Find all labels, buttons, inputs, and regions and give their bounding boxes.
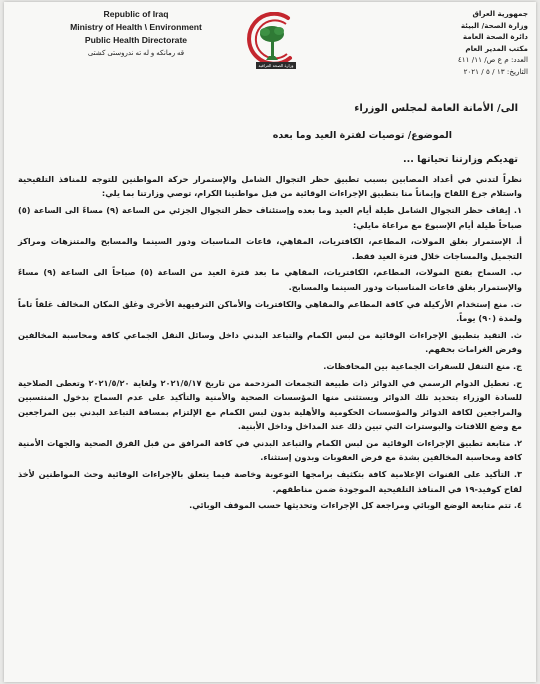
office-name-arabic: مكتب المدير العام (465, 43, 528, 53)
recipient-line: الى/ الأمانة العامة لمجلس الوزراء (354, 103, 518, 114)
letter-page (4, 2, 536, 682)
greeting-line: تهديكم وزارتنا تحياتها ... (403, 154, 518, 166)
country-name-arabic: جمهورية العراق (472, 9, 528, 18)
directorate-name: Public Health Directorate (84, 35, 188, 45)
ministry-name-arabic: وزارة الصحة/ البيئة (460, 20, 528, 30)
recommendation-3: ٣. التأكيد على القنوات الإعلامية كافة بتكثيف برامجها التوعوية وخاصة فيما يتعلق بالإجراءات الوقائية وحث المواطنين لأخذ لقاح كوفيد-١٩ في المنافذ التلقيحية الموجودة ضمن مناطقهم. (18, 469, 522, 494)
recommendation-2: ٢. متابعة تطبيق الإجراءات الوقائية من لبس الكمام والتباعد البدني في كافة المرافق من قبل الفرق الصحية والجهات الأمنية كافة ومحاسبة المخالفين بشدة مع فرض العقوبات وبدون إستثناء. (18, 437, 522, 463)
recommendation-1: ١. إيقاف حظر التجوال الشامل طيلة أيام العيد وما بعده وإستئناف حظر التجوال الجزئي من الساعة (٩) مساءً الى الساعة (٥) صباحاً طيلة أيام الإسبوع مع مراعاة مايلي: (18, 204, 522, 230)
letter-date: التاريخ: ١٣ / ٥ / ٢٠٢١ (463, 66, 528, 76)
recommendation-1b: ب. السماح بفتح المولات، المطاعم، الكافتريات، المقاهي ما بعد فترة العيد من الساعة (٥) صباحاً الى الساعة (٩) مساءً والإستمرار بغلق قاعات المناسبات ودور السينما والمسابح. (18, 267, 522, 292)
letterhead-english (56, 8, 216, 60)
logo-caption: وزارة الصحة العراقية (256, 62, 296, 69)
subject-line: الموضوع/ توصيات لفترة العيد وما بعده (272, 129, 452, 141)
reference-number: العدد: م ع ص/ ١١/ ٤١١ (457, 55, 528, 64)
recommendation-1a: أ. الإستمرار بغلق المولات، المطاعم، الكافتريات، المقاهي، قاعات المناسبات ودور السينما والمسابح والمتنزهات ومراكز التجميل والمساجات خلال فترة العيد فقط. (18, 236, 522, 261)
kurdish-directorate-name: قه رمانكه و له ته ندروستى كشتى (87, 50, 185, 57)
country-name: Republic of Iraq (103, 9, 169, 19)
directorate-name-arabic: دائرة الصحة العامة (462, 32, 528, 41)
recommendation-1e: ج. منع التنقل للسفرات الجماعية بين المحافظات. (323, 360, 522, 371)
ministry-name: Ministry of Health \ Environment (70, 22, 202, 32)
letterhead-arabic (398, 8, 528, 77)
recommendation-1d: ث. التقيد بتطبيق الإجراءات الوقائية من لبس الكمام والتباعد البدني داخل وسائل النقل الجماعي كافة ومحاسبة المخالفين وفرض الغرامات بحقهم. (18, 329, 522, 355)
recommendation-1c: ت. منع إستخدام الأركيلة في كافة المطاعم والمقاهي والكافتريات والأماكن الترفيهية الأخرى وغلق المكان المخالف غلقاً تاماً ولمدة (٩٠) يوماً. (18, 298, 522, 324)
recommendation-1f: ح. تعطيل الدوام الرسمي في الدوائر ذات طبيعة التجمعات المزدحمة من تاريخ ٢٠٢١/٥/١٧ ولغاية ٢٠٢١/٥/٢٠ وتعطى الصلاحية للسادة الوزراء بتحديد تلك الدوائر ويستثنى منها المؤسسات الصحية والأمنية والتأكيد على عدم السماح بدخول المنتسبين والمراجعين لكافة الدوائر والمؤسسات الحكومية والأهلية بدون لبس الكمام مع الإلتزام بمسافة التباعد البدني بين المراجعين مع وضع اللافتات والبوسترات التي تبين ذلك عند المداخل وداخل الأبنية. (18, 377, 522, 432)
intro-paragraph: نظراً لتدني في أعداد المصابين بسبب تطبيق حظر التجوال الشامل والإستمرار حركة المواطنين للتوجه للمنافذ التلقيحية واستلام جرع اللقاح وإيماناً منا بتطبيق الإجراءات الوقائية من قبل مواطنينا الكرام، توصي وزارتنا بما يلي: (18, 173, 522, 199)
recommendation-4: ٤. تتم متابعة الوضع الوبائي ومراجعة كل الإجراءات وتحديثها حسب الموقف الوبائي. (189, 500, 522, 511)
letter-body (18, 102, 522, 513)
